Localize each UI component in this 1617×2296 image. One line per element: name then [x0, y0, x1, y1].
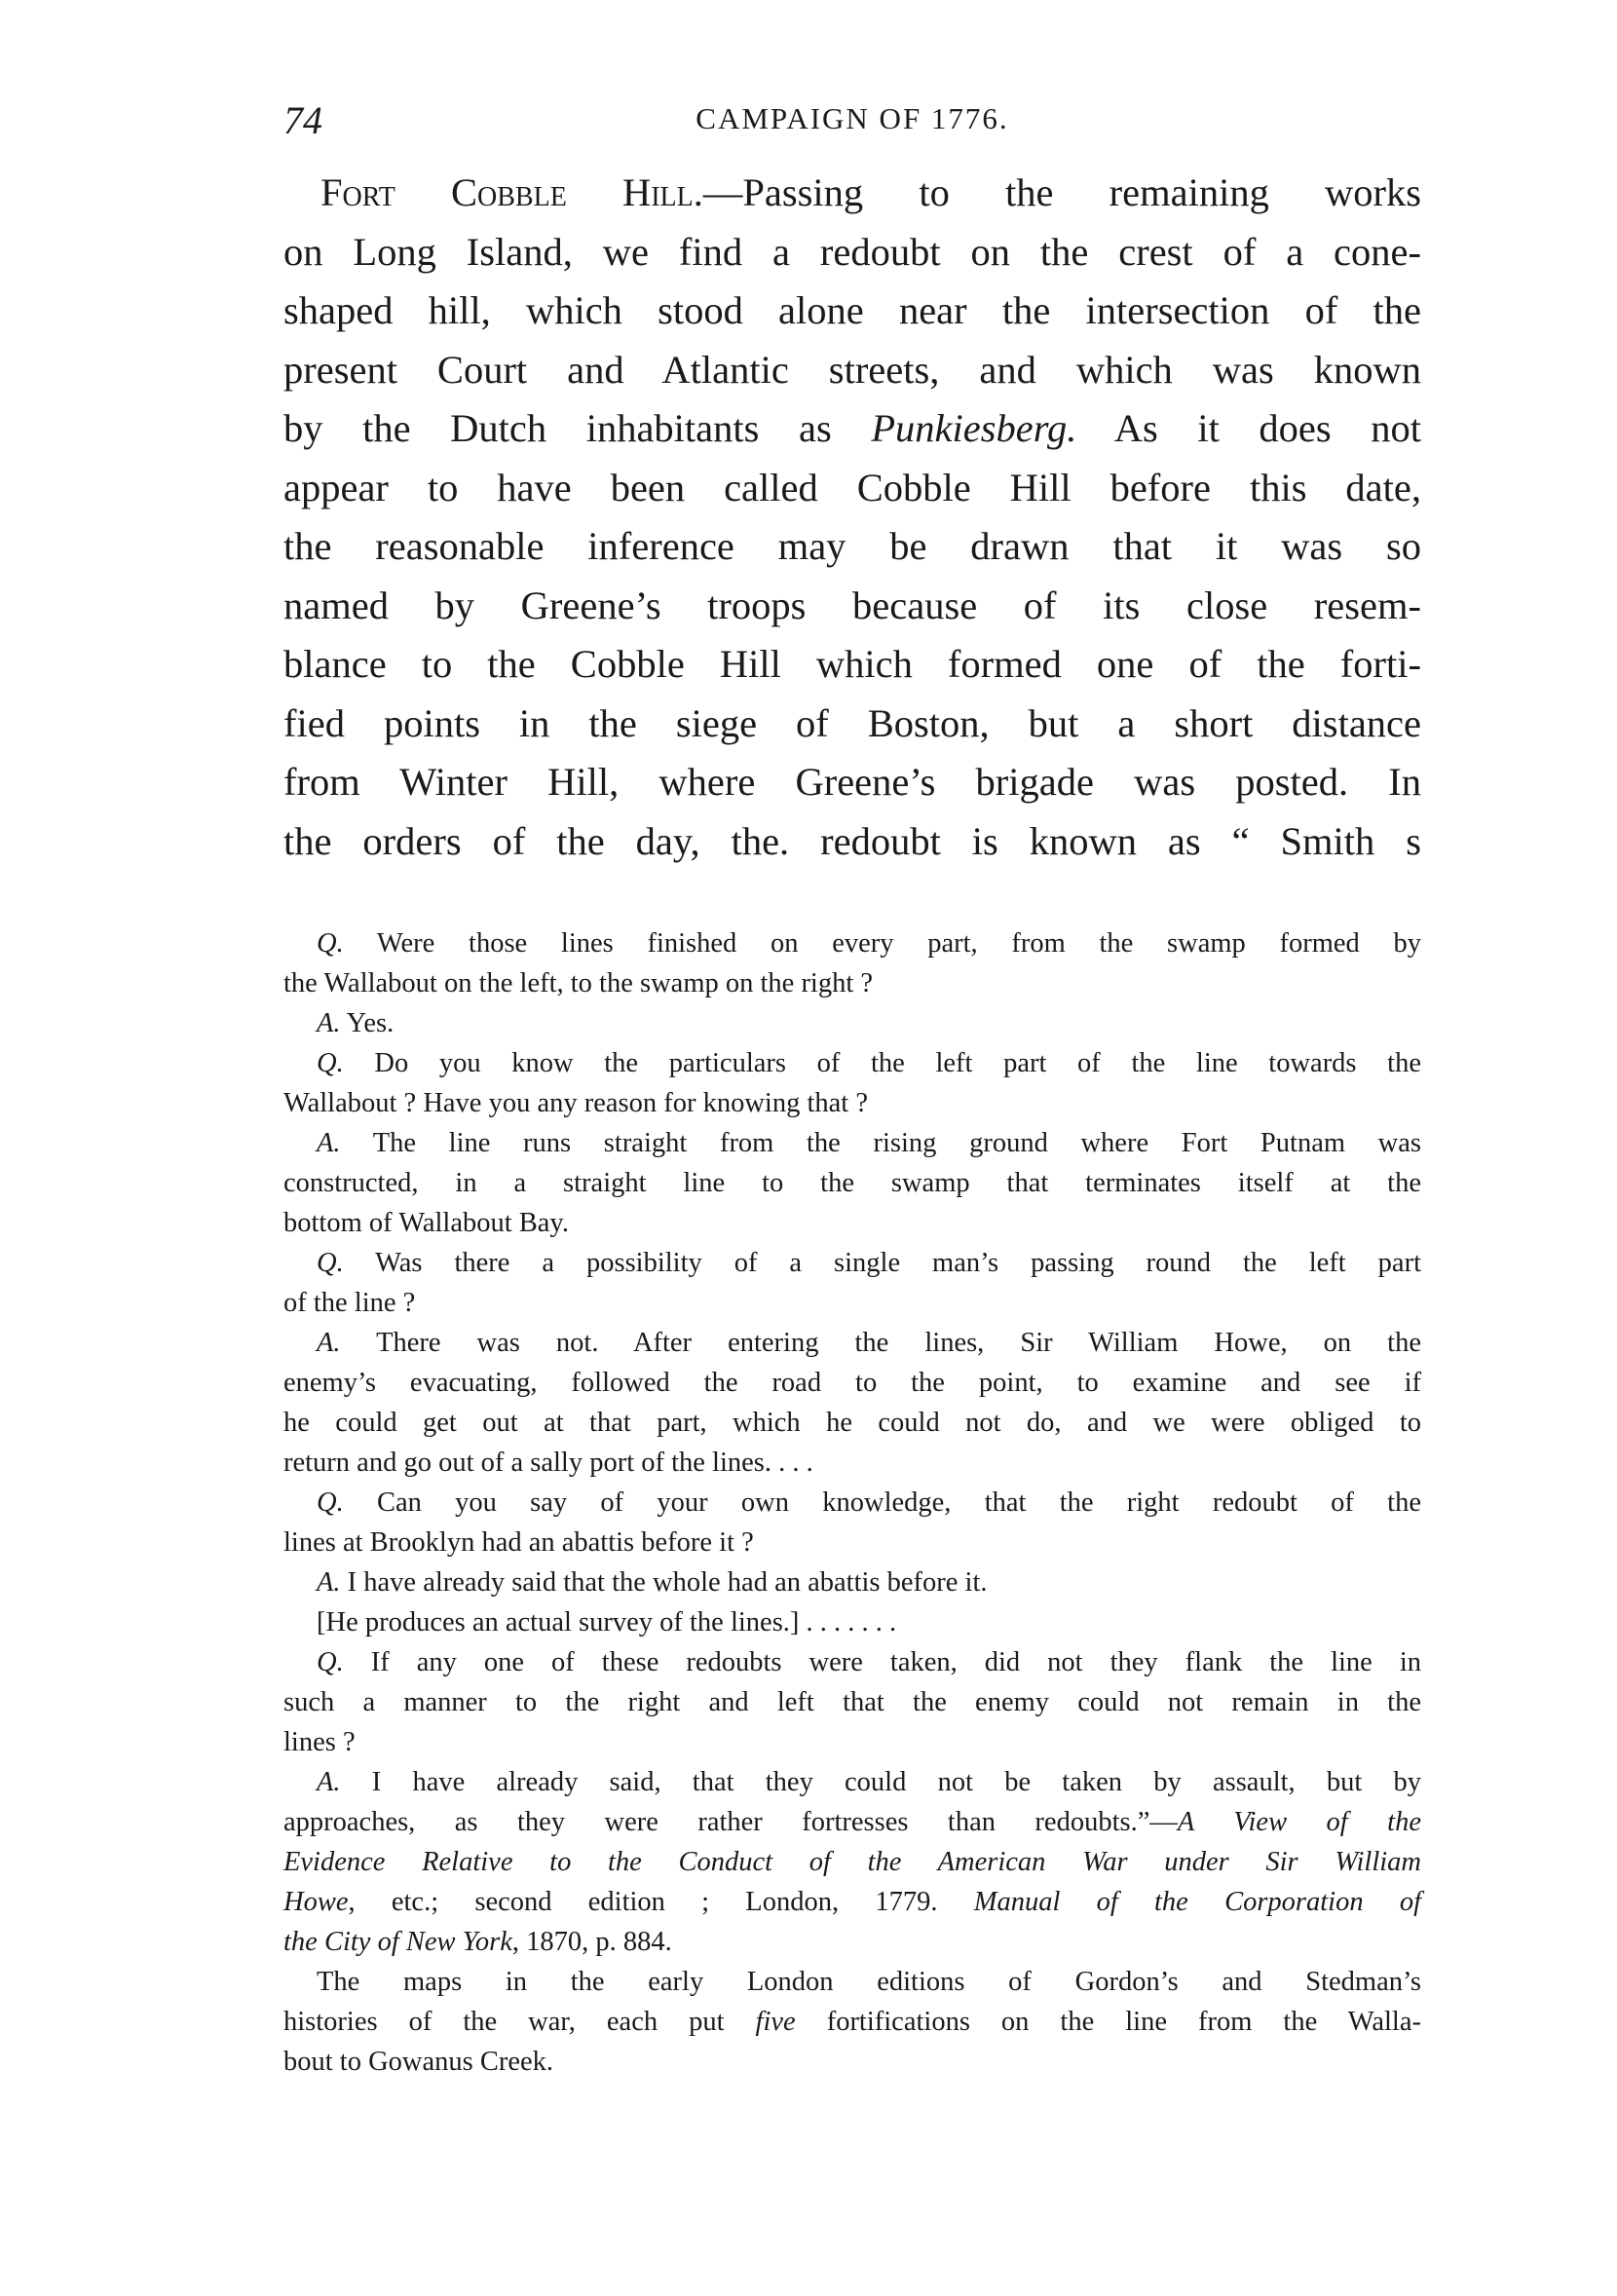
- text-run: —Passing to the remaining works: [702, 170, 1421, 214]
- text-run: As it does not: [1076, 406, 1421, 450]
- italic-text-run: A.: [317, 1128, 341, 1158]
- italic-text-run: Q.: [317, 1048, 344, 1078]
- text-run: fied points in the siege of Boston, but a short distance: [283, 700, 1421, 745]
- footnote-line: [283, 1962, 1421, 2002]
- footnote-line: [283, 1802, 1421, 1842]
- text-run: shaped hill, which stood alone near the intersection of the: [283, 288, 1421, 332]
- footnote-line: [283, 1562, 1421, 1602]
- footnote-text: [283, 923, 1421, 2082]
- footnote-paragraph: [283, 1003, 1421, 1043]
- footnote-line: [283, 1443, 1421, 1483]
- footnote-paragraph: [283, 1762, 1421, 1962]
- text-run: from Winter Hill, where Greene’s brigade was posted. In: [283, 760, 1421, 804]
- text-run: appear to have been called Cobble Hill before this date,: [283, 465, 1421, 509]
- footnote-line: [283, 1642, 1421, 1682]
- footnote-line: [283, 923, 1421, 963]
- text-run: named by Greene’s troops because of its close resem-: [283, 583, 1421, 627]
- footnote-line: [283, 1403, 1421, 1443]
- footnote-line: [283, 1523, 1421, 1562]
- text-run: [He produces an actual survey of the lines.] . . . . . . .: [317, 1607, 897, 1637]
- text-run: blance to the Cobble Hill which formed one of the forti-: [283, 642, 1421, 686]
- footnote-line: [283, 1363, 1421, 1403]
- text-run: The maps in the early London editions of Gordon’s and Stedman’s: [317, 1967, 1421, 1997]
- footnote-line: [283, 2042, 1421, 2082]
- text-run: lines ?: [283, 1727, 356, 1757]
- running-title: CAMPAIGN OF 1776.: [696, 101, 1009, 135]
- footnote-paragraph: [283, 1323, 1421, 1483]
- italic-text-run: A.: [317, 1008, 341, 1038]
- italic-text-run: Evidence Relative to the Conduct of the American War under Sir William: [283, 1847, 1421, 1877]
- italic-text-run: Q.: [317, 1248, 344, 1278]
- text-run: Yes.: [340, 1008, 395, 1038]
- footnote-paragraph: [283, 1562, 1421, 1602]
- body-line: [283, 223, 1421, 282]
- text-run: return and go out of a sally port of the lines. . . .: [283, 1448, 813, 1478]
- footnote-paragraph: [283, 1043, 1421, 1123]
- footnote-line: [283, 1682, 1421, 1722]
- text-run: , etc.; second edition ; London, 1779.: [348, 1887, 974, 1917]
- body-line: [283, 282, 1421, 341]
- body-line: [283, 695, 1421, 754]
- text-run: on Long Island, we find a redoubt on the crest of a cone-: [283, 229, 1421, 274]
- text-run: Wallabout ? Have you any reason for knowing that ?: [283, 1088, 868, 1118]
- italic-text-run: A View of the: [1177, 1807, 1421, 1837]
- italic-text-run: Q.: [317, 1647, 344, 1677]
- text-run: If any one of these redoubts were taken, did not they flank the line in: [343, 1647, 1421, 1677]
- footnote-line: [283, 1602, 1421, 1642]
- footnote-line: [283, 1083, 1421, 1123]
- footnote-line: [283, 1043, 1421, 1083]
- text-run: the reasonable inference may be drawn that it was so: [283, 524, 1421, 568]
- footnote-line: [283, 1323, 1421, 1363]
- footnote-line: [283, 1243, 1421, 1283]
- footnote-line: [283, 1483, 1421, 1523]
- body-line: [283, 341, 1421, 400]
- body-line: [283, 753, 1421, 812]
- italic-text-run: five: [755, 2007, 796, 2037]
- text-run: enemy’s evacuating, followed the road to the point, to examine and see if: [283, 1368, 1421, 1398]
- footnote-line: [283, 1283, 1421, 1323]
- italic-text-run: Howe: [283, 1887, 349, 1917]
- body-line: [283, 459, 1421, 518]
- text-run: I have already said that the whole had an abattis before it.: [340, 1567, 988, 1598]
- footnote-line: [283, 1922, 1421, 1962]
- text-run: I have already said, that they could not be taken by assault, but by: [340, 1767, 1421, 1797]
- text-run: of the line ?: [283, 1288, 416, 1318]
- main-text: [283, 164, 1421, 871]
- footnote-paragraph: [283, 1483, 1421, 1562]
- text-run: Do you know the particulars of the left part of the line towards the: [343, 1048, 1421, 1078]
- text-run: fortifications on the line from the Walla-: [795, 2007, 1421, 2037]
- footnote-paragraph: [283, 1243, 1421, 1323]
- text-run: such a manner to the right and left that the enemy could not remain in the: [283, 1687, 1421, 1717]
- footnote-line: [283, 1003, 1421, 1043]
- text-run: Can you say of your own knowledge, that the right redoubt of the: [343, 1487, 1421, 1518]
- body-line: [283, 517, 1421, 577]
- text-run: The line runs straight from the rising ground where Fort Putnam was: [340, 1128, 1421, 1158]
- body-line: [283, 577, 1421, 636]
- italic-text-run: Manual of the Corporation of: [973, 1887, 1422, 1917]
- footnote-paragraph: [283, 923, 1421, 1003]
- footnote-line: [283, 1722, 1421, 1762]
- text-run: bout to Gowanus Creek.: [283, 2047, 554, 2077]
- footnote-line: [283, 963, 1421, 1003]
- text-run: the orders of the day, the. redoubt is known as “ Smith s: [283, 818, 1421, 863]
- page-header: [283, 97, 1421, 152]
- footnote-line: [283, 2002, 1421, 2042]
- footnote-paragraph: [283, 1642, 1421, 1762]
- footnote-line: [283, 1163, 1421, 1203]
- footnote-paragraph: [283, 1962, 1421, 2082]
- italic-text-run: the City of New York: [283, 1927, 512, 1957]
- text-run: lines at Brooklyn had an abattis before it ?: [283, 1527, 754, 1558]
- italic-text-run: Q.: [317, 928, 344, 959]
- body-line: [283, 635, 1421, 695]
- text-run: bottom of Wallabout Bay.: [283, 1208, 569, 1238]
- footnote-line: [283, 1842, 1421, 1882]
- body-line: [283, 399, 1421, 459]
- footnote-line: [283, 1123, 1421, 1163]
- italic-text-run: A.: [317, 1767, 341, 1797]
- footnote-line: [283, 1203, 1421, 1243]
- text-run: by the Dutch inhabitants as: [283, 406, 872, 450]
- footnote-paragraph: [283, 1602, 1421, 1642]
- text-run: There was not. After entering the lines, Sir William Howe, on the: [340, 1328, 1421, 1358]
- italic-text-run: Q.: [317, 1487, 344, 1518]
- page-number: 74: [283, 98, 322, 142]
- footnote-line: [283, 1762, 1421, 1802]
- footnote-line: [283, 1882, 1421, 1922]
- body-line: [283, 164, 1421, 223]
- body-line: [283, 812, 1421, 872]
- text-run: Was there a possibility of a single man’s passing round the left part: [343, 1248, 1421, 1278]
- text-run: he could get out at that part, which he could not do, and we were obliged to: [283, 1408, 1421, 1438]
- text-run: the Wallabout on the left, to the swamp on the right ?: [283, 968, 874, 998]
- text-run: histories of the war, each put: [283, 2007, 756, 2037]
- italic-text-run: Punkiesberg.: [871, 406, 1077, 450]
- text-run: Were those lines finished on every part, from the swamp formed by: [343, 928, 1421, 959]
- text-run: constructed, in a straight line to the swamp that terminates itself at the: [283, 1168, 1421, 1198]
- body-paragraph: [283, 164, 1421, 871]
- italic-text-run: A.: [317, 1328, 341, 1358]
- text-run: present Court and Atlantic streets, and which was known: [283, 347, 1421, 392]
- text-run: , 1870, p. 884.: [511, 1927, 672, 1957]
- small-caps-heading: Fort Cobble Hill.: [320, 170, 703, 214]
- text-run: approaches, as they were rather fortresses than redoubts.”—: [283, 1807, 1178, 1837]
- footnote-paragraph: [283, 1123, 1421, 1243]
- italic-text-run: A.: [317, 1567, 341, 1598]
